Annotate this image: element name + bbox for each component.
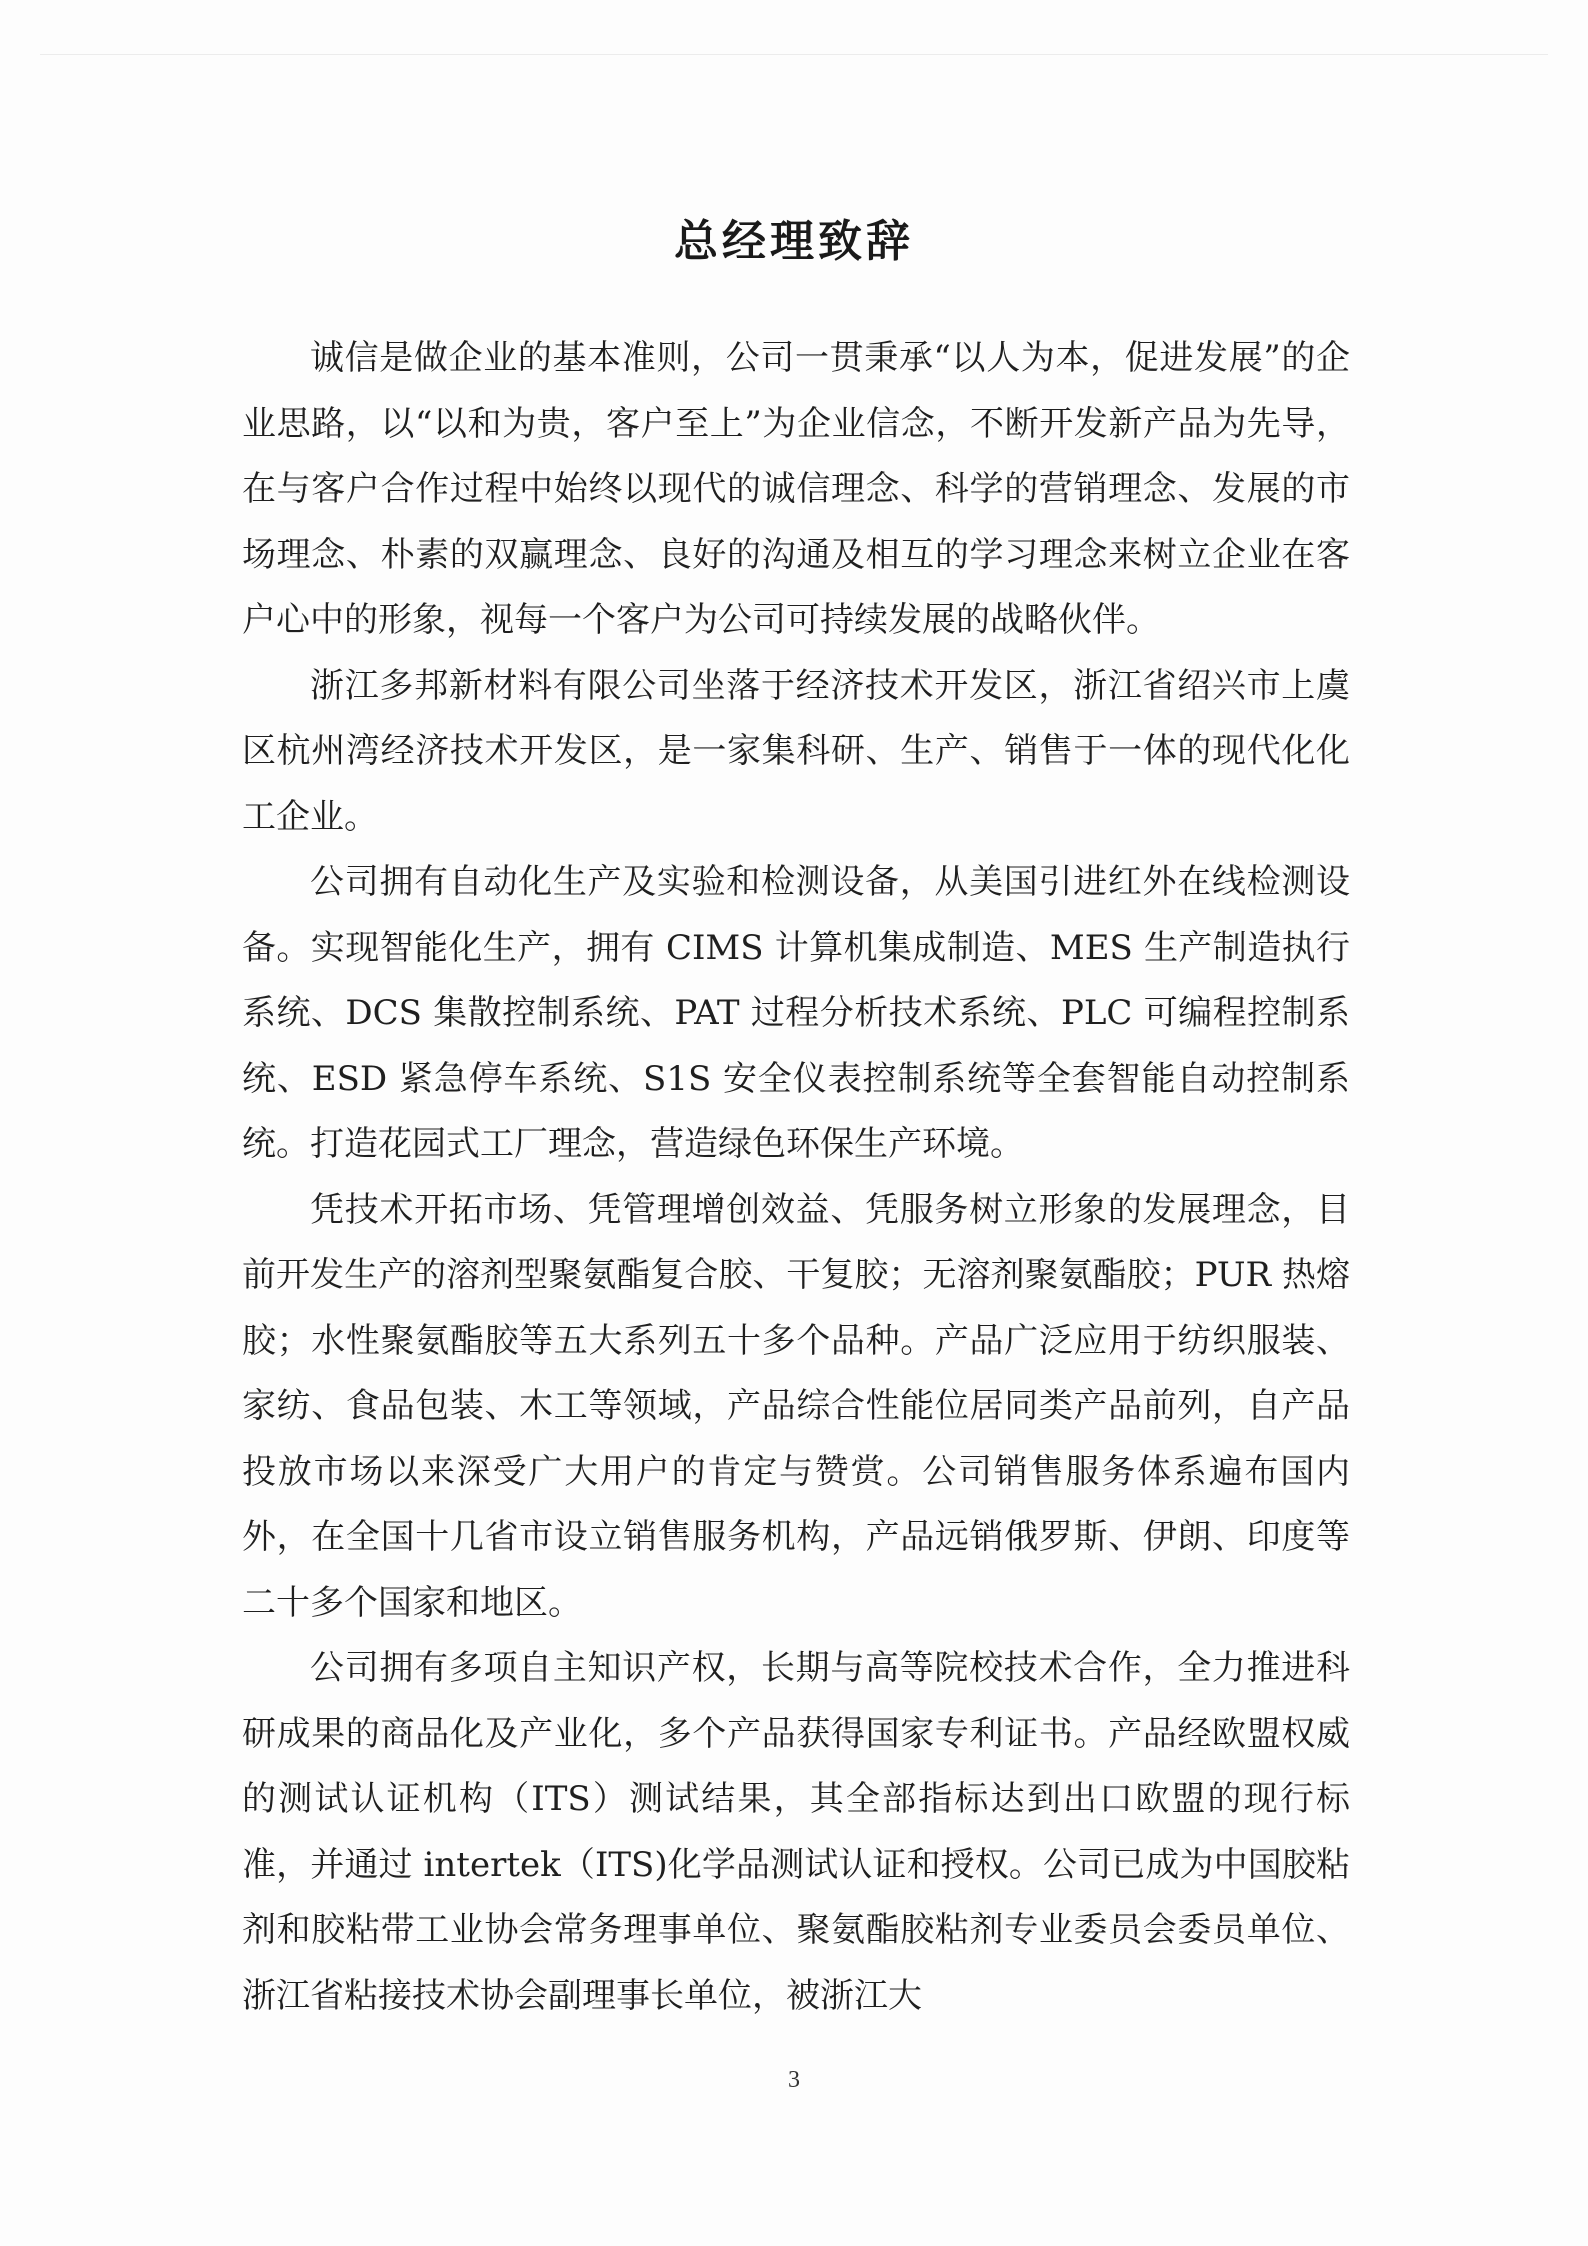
scan-edge-line <box>40 54 1548 55</box>
paragraph-products: 凭技术开拓市场、凭管理增创效益、凭服务树立形象的发展理念，目前开发生产的溶剂型聚氨酯复合胶、干复胶；无溶剂聚氨酯胶；PUR 热熔胶；水性聚氨酯胶等五大系列五十多个品种。产品广泛应用于纺织服装、家纺、食品包装、木工等领域，产品综合性能位居同类产品前列，自产品投放市场以来深受广大用户的肯定与赞赏。公司销售服务体系遍布国内外，在全国十几省市设立销售服务机构，产品远销俄罗斯、伊朗、印度等二十多个国家和地区。 <box>242 1189 1350 1623</box>
paragraph-intellectual-property: 公司拥有多项自主知识产权，长期与高等院校技术合作，全力推进科研成果的商品化及产业化，多个产品获得国家专利证书。产品经欧盟权威的测试认证机构（ITS）测试结果，其全部指标达到出口欧盟的现行标准，并通过 intertek（ITS)化学品测试认证和授权。公司已成为中国胶粘剂和胶粘带工业协会常务理事单位、聚氨酯胶粘剂专业委员会委员单位、浙江省粘接技术协会副理事长单位，被浙江大 <box>242 1648 1350 2016</box>
page-title: 总经理致辞 <box>674 216 914 267</box>
body-text <box>242 326 1350 2029</box>
paragraph-integrity: 诚信是做企业的基本准则，公司一贯秉承“以人为本，促进发展”的企业思路，以“以和为贵，客户至上”为企业信念，不断开发新产品为先导，在与客户合作过程中始终以现代的诚信理念、科学的营销理念、发展的市场理念、朴素的双赢理念、良好的沟通及相互的学习理念来树立企业在客户心中的形象，视每一个客户为公司可持续发展的战略伙伴。 <box>242 338 1350 640</box>
paragraph-company-location: 浙江多邦新材料有限公司坐落于经济技术开发区，浙江省绍兴市上虞区杭州湾经济技术开发区，是一家集科研、生产、销售于一体的现代化化工企业。 <box>242 665 1350 837</box>
page-number: 3 <box>788 2067 800 2093</box>
paragraph-equipment: 公司拥有自动化生产及实验和检测设备，从美国引进红外在线检测设备。实现智能化生产，拥有 CIMS 计算机集成制造、MES 生产制造执行系统、DCS 集散控制系统、PAT 过程分析技术系统、PLC 可编程控制系统、ESD 紧急停车系统、S1S 安全仪表控制系统等全套智能自动控制系统。打造花园式工厂理念，营造绿色环保生产环境。 <box>242 862 1350 1164</box>
